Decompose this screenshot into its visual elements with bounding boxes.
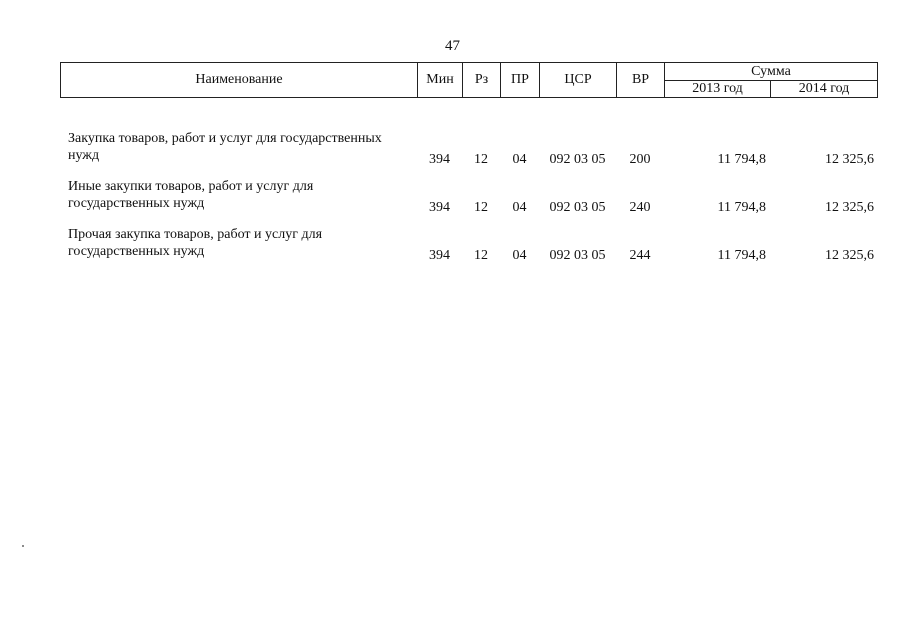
row-sum-2013: 11 794,8 — [717, 248, 766, 263]
row-sum-2014: 12 325,6 — [825, 200, 874, 215]
page-number: 47 — [445, 38, 460, 54]
row-vr: 200 — [629, 152, 651, 167]
row-vr: 240 — [629, 200, 651, 215]
scan-speck — [22, 545, 24, 547]
row-min: 394 — [429, 152, 450, 167]
row-rz: 12 — [474, 152, 488, 167]
row-name-line2: государственных нужд — [68, 244, 205, 259]
table-header — [60, 62, 878, 98]
row-name-line1: Иные закупки товаров, работ и услуг для — [68, 179, 314, 194]
row-csr: 092 03 05 — [549, 152, 606, 167]
table-row — [60, 130, 878, 170]
row-csr: 092 03 05 — [549, 248, 606, 263]
row-sum-2013: 11 794,8 — [717, 200, 766, 215]
row-vr: 244 — [629, 248, 651, 263]
row-name — [68, 226, 418, 260]
header-csr: ЦСР — [540, 63, 617, 97]
row-rz: 12 — [474, 200, 488, 215]
header-sum: Сумма — [665, 63, 877, 81]
row-pr: 04 — [512, 200, 527, 215]
row-name-line1: Прочая закупка товаров, работ и услуг для — [68, 227, 323, 242]
row-pr: 04 — [512, 152, 527, 167]
row-name-line1: Закупка товаров, работ и услуг для государственных — [68, 131, 382, 146]
row-rz: 12 — [474, 248, 488, 263]
row-sum-2013: 11 794,8 — [717, 152, 766, 167]
row-min: 394 — [429, 248, 450, 263]
row-sum-2014: 12 325,6 — [825, 152, 874, 167]
header-name: Наименование — [61, 63, 418, 97]
table-row — [60, 178, 878, 218]
header-sum-group — [665, 63, 877, 97]
header-min: Мин — [418, 63, 463, 97]
row-pr: 04 — [512, 248, 527, 263]
header-pr: ПР — [501, 63, 540, 97]
header-year-2014: 2014 год — [798, 80, 850, 96]
row-csr: 092 03 05 — [549, 200, 606, 215]
row-name — [68, 178, 418, 212]
row-name-line2: нужд — [68, 148, 100, 163]
row-sum-2014: 12 325,6 — [825, 248, 874, 263]
table-row — [60, 226, 878, 266]
row-name — [68, 130, 418, 164]
header-vr: ВР — [617, 63, 665, 97]
row-name-line2: государственных нужд — [68, 196, 205, 211]
row-min: 394 — [429, 200, 450, 215]
header-rz: Рз — [463, 63, 501, 97]
header-year-2013: 2013 год — [665, 80, 771, 97]
